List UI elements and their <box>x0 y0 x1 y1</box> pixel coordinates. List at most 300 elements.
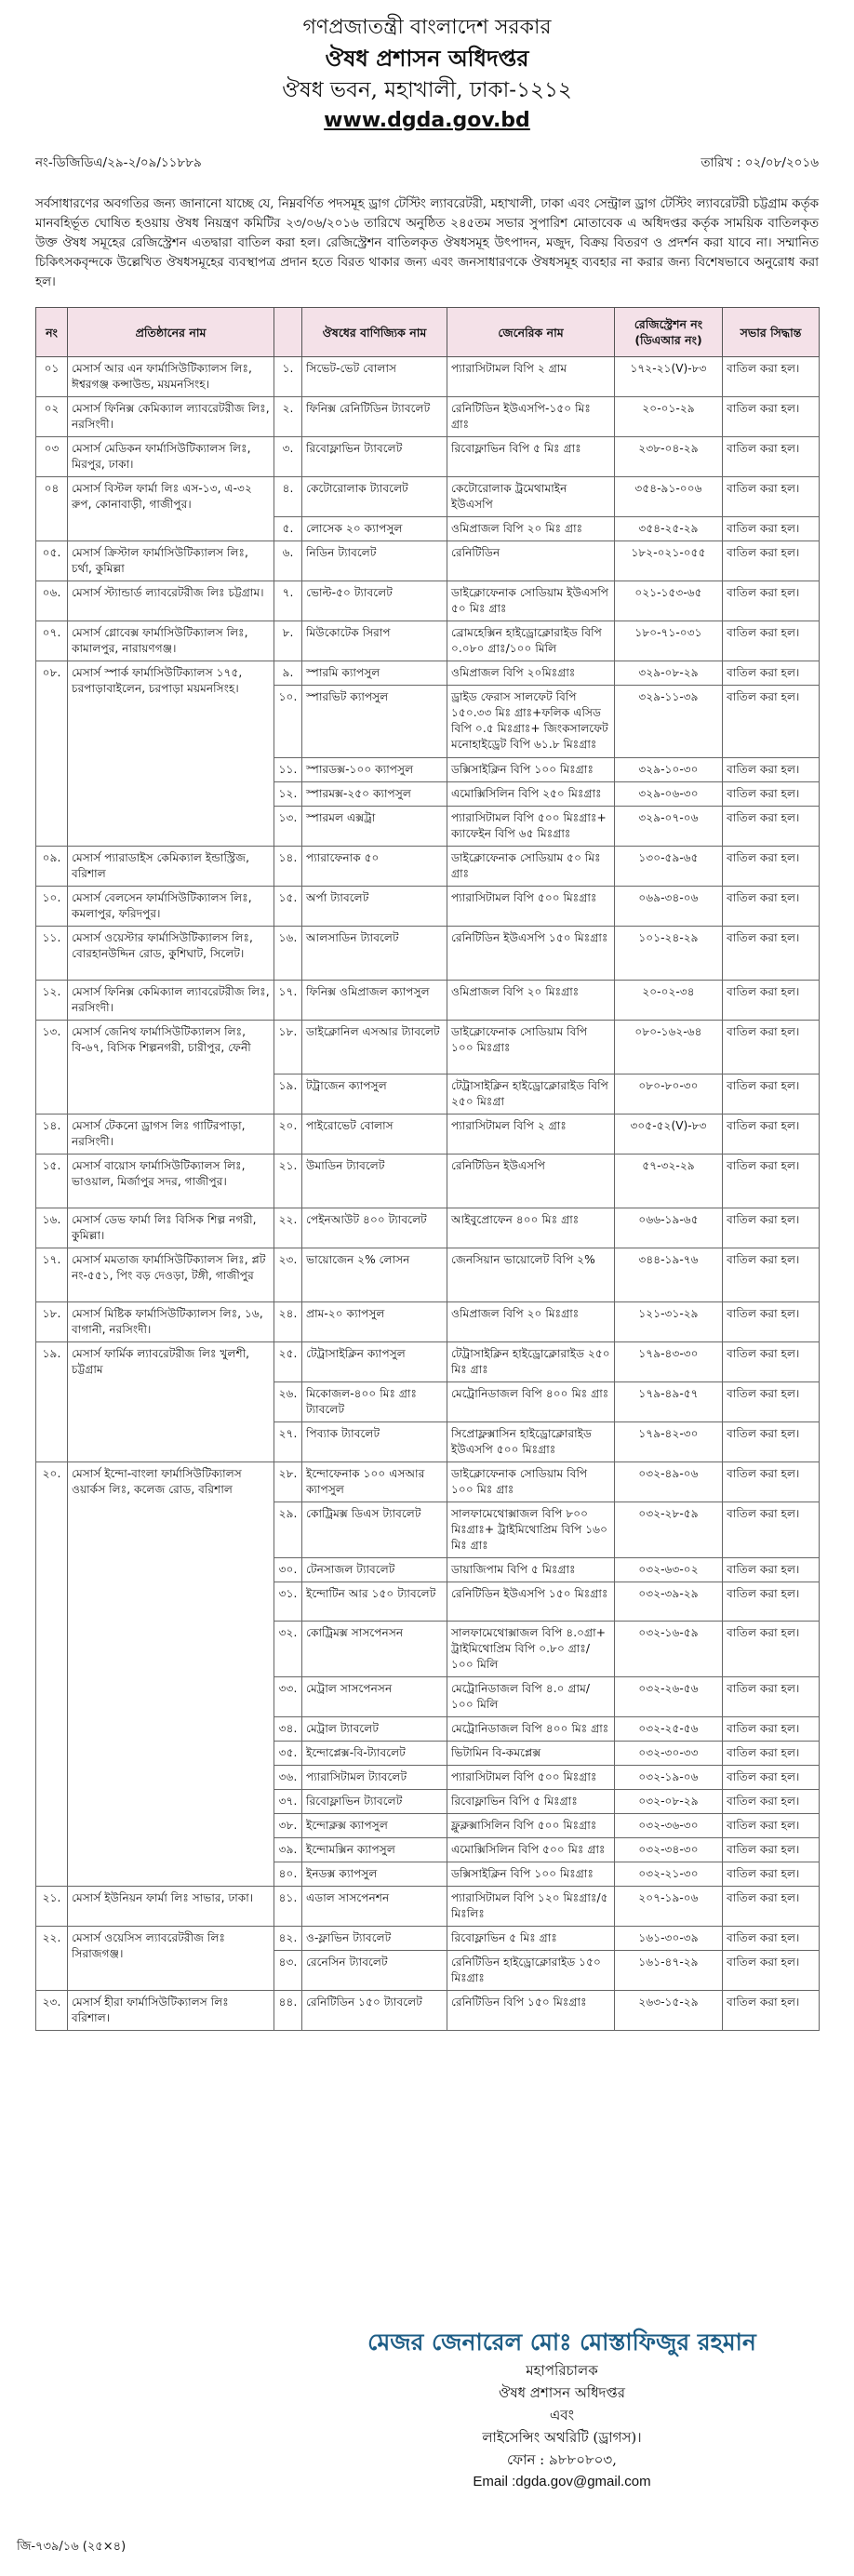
signatory-and: এবং <box>549 2407 575 2423</box>
serial-cell: ১০. <box>36 887 68 927</box>
decision-cell: বাতিল করা হল। <box>723 541 820 581</box>
brand-name-cell: সিভেট-ভেট বোলাস <box>302 357 447 397</box>
registration-cell: ১০১-২৪-২৯ <box>615 927 723 981</box>
registration-cell: ২৬৩-১৫-২৯ <box>615 1991 723 2031</box>
brand-name-cell: মেট্রাল সাসপেনসন <box>302 1677 447 1717</box>
item-number-cell: ২৮. <box>274 1462 302 1502</box>
registration-cell: ৩২৯-১০-৩০ <box>615 758 723 782</box>
serial-cell: ২১. <box>36 1887 68 1927</box>
item-number-cell: ১২. <box>274 782 302 807</box>
serial-cell: ১৯. <box>36 1342 68 1462</box>
col-header-registration: রেজিস্ট্রেশন নং (ডিএআর নং) <box>615 308 723 357</box>
item-number-cell: ১৯. <box>274 1074 302 1114</box>
item-number-cell: ২৫. <box>274 1342 302 1382</box>
serial-cell: ১১. <box>36 927 68 981</box>
brand-name-cell: নিডিন ট্যাবলেট <box>302 541 447 581</box>
decision-cell: বাতিল করা হল। <box>723 887 820 927</box>
table-row <box>36 437 820 477</box>
item-number-cell: ২১. <box>274 1155 302 1208</box>
brand-name-cell: কোট্রিমক্স সাসপেনসন <box>302 1622 447 1677</box>
generic-name-cell: ফ্লুক্লক্সাসিলিন বিপি ৫০০ মিঃগ্রাঃ <box>447 1814 615 1838</box>
serial-cell: ১৭. <box>36 1248 68 1302</box>
serial-cell: ১৩. <box>36 1021 68 1114</box>
table-row <box>36 1208 820 1248</box>
registration-cell: ০৩২-২৫-৫৬ <box>615 1717 723 1742</box>
brand-name-cell: ও-ফ্লাভিন ট্যাবলেট <box>302 1927 447 1951</box>
registration-cell: ১৮০-৭১-০৩১ <box>615 621 723 661</box>
decision-cell: বাতিল করা হল। <box>723 1208 820 1248</box>
item-number-cell: ১৬. <box>274 927 302 981</box>
col-header-generic: জেনেরিক নাম <box>447 308 615 357</box>
decision-cell: বাতিল করা হল। <box>723 621 820 661</box>
brand-name-cell: স্পারডক্স-১০০ ক্যাপসুল <box>302 758 447 782</box>
decision-cell: বাতিল করা হল। <box>723 1951 820 1991</box>
table-row <box>36 1114 820 1155</box>
col-header-item-no <box>274 308 302 357</box>
generic-name-cell: ডাইক্লোফেনাক সোডিয়াম ৫০ মিঃ গ্রাঃ <box>447 847 615 887</box>
company-cell: মেসার্স বেলসেন ফার্মাসিউটিক্যালস লিঃ, কমলাপুর, ফরিদপুর। <box>68 887 274 927</box>
serial-cell: ০২ <box>36 397 68 437</box>
brand-name-cell: রেনিটিডিন ১৫০ ট্যাবলেট <box>302 1991 447 2031</box>
item-number-cell: ৩৬. <box>274 1766 302 1790</box>
generic-name-cell: রেনিটিডিন ইউএসপি ১৫০ মিঃগ্রাঃ <box>447 927 615 981</box>
serial-cell: ১৬. <box>36 1208 68 1248</box>
decision-cell: বাতিল করা হল। <box>723 517 820 541</box>
table-row <box>36 541 820 581</box>
brand-name-cell: পিব্যাক ট্যাবলেট <box>302 1422 447 1462</box>
serial-cell: ২২. <box>36 1927 68 1991</box>
decision-cell: বাতিল করা হল। <box>723 581 820 621</box>
company-cell: মেসার্স গ্লোবেক্স ফার্মাসিউটিক্যালস লিঃ, কামালপুর, নারায়ণগঞ্জ। <box>68 621 274 661</box>
registration-cell: ৫৭-৩২-২৯ <box>615 1155 723 1208</box>
item-number-cell: ১. <box>274 357 302 397</box>
registration-cell: ০৩২-১৬-৫৯ <box>615 1622 723 1677</box>
col-header-company: প্রতিষ্ঠানের নাম <box>68 308 274 357</box>
decision-cell: বাতিল করা হল। <box>723 1838 820 1862</box>
item-number-cell: ৪৪. <box>274 1991 302 2031</box>
col-header-serial: নং <box>36 308 68 357</box>
registration-cell: ০৬৬-১৯-৬৫ <box>615 1208 723 1248</box>
item-number-cell: ২৪. <box>274 1302 302 1342</box>
registration-cell: ১৭২-২১(V)-৮৩ <box>615 357 723 397</box>
company-cell: মেসার্স প্যারাডাইস কেমিক্যাল ইন্ডাস্ট্রিজ, বরিশাল <box>68 847 274 887</box>
decision-cell: বাতিল করা হল। <box>723 1155 820 1208</box>
decision-cell: বাতিল করা হল। <box>723 1382 820 1422</box>
item-number-cell: ৩৮. <box>274 1814 302 1838</box>
generic-name-cell: এমোক্সিসিলিন বিপি ৫০০ মিঃ গ্রাঃ <box>447 1838 615 1862</box>
registration-cell: ১৭৯-৪২-৩০ <box>615 1422 723 1462</box>
registration-cell: ২০৭-১৯-০৬ <box>615 1887 723 1927</box>
brand-name-cell: রিবোফ্লাভিন ট্যাবলেট <box>302 1790 447 1814</box>
table-body <box>36 357 820 2031</box>
brand-name-cell: টট্রাজেন ক্যাপসুল <box>302 1074 447 1114</box>
item-number-cell: ২৯. <box>274 1502 302 1558</box>
company-cell: মেসার্স মেডিকন ফার্মাসিউটিক্যালস লিঃ, মিরপুর, ঢাকা। <box>68 437 274 477</box>
registration-cell: ৩৫৪-২৫-২৯ <box>615 517 723 541</box>
item-number-cell: ৮. <box>274 621 302 661</box>
decision-cell: বাতিল করা হল। <box>723 661 820 686</box>
decision-cell: বাতিল করা হল। <box>723 437 820 477</box>
decision-cell: বাতিল করা হল। <box>723 1114 820 1155</box>
decision-cell: বাতিল করা হল। <box>723 1991 820 2031</box>
generic-name-cell: প্যারাসিটামল বিপি ১২০ মিঃগ্রাঃ/৫ মিঃলিঃ <box>447 1887 615 1927</box>
generic-name-cell: সিপ্রোফ্লক্সাসিন হাইড্রোক্লোরাইড ইউএসপি ৫০০ মিঃগ্রাঃ <box>447 1422 615 1462</box>
generic-name-cell: কেটোরোলাক ট্রমেথামাইন ইউএসপি <box>447 477 615 517</box>
brand-name-cell: ইন্দোক্লক্স ক্যাপসুল <box>302 1814 447 1838</box>
item-number-cell: ২. <box>274 397 302 437</box>
registration-cell: ১৭৯-৪৩-৩০ <box>615 1342 723 1382</box>
serial-cell: ১২. <box>36 981 68 1021</box>
decision-cell: বাতিল করা হল। <box>723 397 820 437</box>
item-number-cell: ২৩. <box>274 1248 302 1302</box>
item-number-cell: ৪০. <box>274 1862 302 1887</box>
memo-date: তারিখ : ০২/০৮/২০১৬ <box>701 155 819 170</box>
decision-cell: বাতিল করা হল। <box>723 1302 820 1342</box>
brand-name-cell: প্যারাফেনাক ৫০ <box>302 847 447 887</box>
generic-name-cell: ওমিপ্রাজল বিপি ২০মিঃগ্রাঃ <box>447 661 615 686</box>
decision-cell: বাতিল করা হল। <box>723 807 820 847</box>
decision-cell: বাতিল করা হল। <box>723 847 820 887</box>
decision-cell: বাতিল করা হল। <box>723 1622 820 1677</box>
table-row <box>36 1155 820 1208</box>
generic-name-cell: প্যারাসিটামল বিপি ৫০০ মিঃগ্রাঃ+ ক্যাফেইন বিপি ৬৫ মিঃগ্রাঃ <box>447 807 615 847</box>
table-row <box>36 661 820 686</box>
table-row <box>36 1887 820 1927</box>
company-cell: মেসার্স ইউনিয়ন ফার্মা লিঃ সাভার, ঢাকা। <box>68 1887 274 1927</box>
registration-cell: ০২১-১৫৩-৬৫ <box>615 581 723 621</box>
decision-cell: বাতিল করা হল। <box>723 1814 820 1838</box>
item-number-cell: ৫. <box>274 517 302 541</box>
generic-name-cell: ডক্সিসাইক্লিন বিপি ১০০ মিঃগ্রাঃ <box>447 758 615 782</box>
generic-name-cell: রেনিটিডিন ইউএসপি-১৫০ মিঃ গ্রাঃ <box>447 397 615 437</box>
serial-cell: ১৮. <box>36 1302 68 1342</box>
registration-cell: ৩২৯-১১-৩৯ <box>615 686 723 758</box>
company-cell: মেসার্স বিস্টল ফার্মা লিঃ এস-১৩, এ-৩২ রুপ, কোনাবাড়ী, গাজীপুর। <box>68 477 274 541</box>
company-cell: মেসার্স ইন্দো-বাংলা ফার্মাসিউটিক্যালস ওয়ার্কস লিঃ, কলেজ রোড, বরিশাল <box>68 1462 274 1887</box>
generic-name-cell: রিবোফ্লাভিন ৫ মিঃ গ্রাঃ <box>447 1927 615 1951</box>
generic-name-cell: প্যারাসিটামল বিপি ২ গ্রাঃ <box>447 1114 615 1155</box>
table-row <box>36 581 820 621</box>
brand-name-cell: ডাইক্লোনিল এসআর ট্যাবলেট <box>302 1021 447 1074</box>
generic-name-cell: টেট্রাসাইক্লিন হাইড্রোক্লোরাইড ২৫০ মিঃ গ্রাঃ <box>447 1342 615 1382</box>
generic-name-cell: রিবোফ্লাভিন বিপি ৫ মিঃগ্রাঃ <box>447 1790 615 1814</box>
brand-name-cell: ইন্দোমক্সিন ক্যাপসুল <box>302 1838 447 1862</box>
generic-name-cell: রিবোফ্লাভিন বিপি ৫ মিঃ গ্রাঃ <box>447 437 615 477</box>
registration-cell: ১৮২-০২১-০৫৫ <box>615 541 723 581</box>
generic-name-cell: ডাইক্লোফেনাক সোডিয়াম বিপি ১০০ মিঃগ্রাঃ <box>447 1021 615 1074</box>
item-number-cell: ৩৭. <box>274 1790 302 1814</box>
registration-cell: ৩৪৪-১৯-৭৬ <box>615 1248 723 1302</box>
generic-name-cell: জেনসিয়ান ভায়োলেট বিপি ২% <box>447 1248 615 1302</box>
brand-name-cell: স্পারমক্স-২৫০ ক্যাপসুল <box>302 782 447 807</box>
item-number-cell: ৪১. <box>274 1887 302 1927</box>
registration-cell: ৩২৯-০৮-২৯ <box>615 661 723 686</box>
company-cell: মেসার্স ফার্মিক ল্যাবরেটরীজ লিঃ খুলশী, চট্টগ্রাম <box>68 1342 274 1462</box>
generic-name-cell: ভিটামিন বি-কমপ্লেক্স <box>447 1742 615 1766</box>
decision-cell: বাতিল করা হল। <box>723 1790 820 1814</box>
generic-name-cell: মেট্রোনিডাজল বিপি ৪০০ মিঃ গ্রাঃ <box>447 1382 615 1422</box>
department-name: ঔষধ প্রশাসন অধিদপ্তর <box>325 45 529 72</box>
registration-cell: ০৩২-২১-৩০ <box>615 1862 723 1887</box>
generic-name-cell: সালফামেথোক্সাজল বিপি ৪.০গ্রা+ ট্রাইমিথোপ্রিম বিপি ০.৮০ গ্রাঃ/১০০ মিলি <box>447 1622 615 1677</box>
company-cell: মেসার্স জেনিথ ফার্মাসিউটিক্যালস লিঃ, বি-৬৭, বিসিক শিল্পনগরী, চারীপুর, ফেনী <box>68 1021 274 1114</box>
serial-cell: ০৭. <box>36 621 68 661</box>
item-number-cell: ৭. <box>274 581 302 621</box>
generic-name-cell: প্যারাসিটামল বিপি ৫০০ মিঃগ্রাঃ <box>447 1766 615 1790</box>
registration-cell: ৩৫৪-৯১-০০৬ <box>615 477 723 517</box>
brand-name-cell: স্পারমল এক্সট্রা <box>302 807 447 847</box>
brand-name-cell: উমাডিন ট্যাবলেট <box>302 1155 447 1208</box>
item-number-cell: ২০. <box>274 1114 302 1155</box>
item-number-cell: ১০. <box>274 686 302 758</box>
generic-name-cell: মেট্রোনিডাজল বিপি ৪০০ মিঃ গ্রাঃ <box>447 1717 615 1742</box>
table-row <box>36 621 820 661</box>
brand-name-cell: কোট্রিমক্স ডিএস ট্যাবলেট <box>302 1502 447 1558</box>
table-row <box>36 397 820 437</box>
decision-cell: বাতিল করা হল। <box>723 357 820 397</box>
brand-name-cell: মেট্রাল ট্যাবলেট <box>302 1717 447 1742</box>
government-name: গণপ্রজাতন্ত্রী বাংলাদেশ সরকার <box>302 16 552 39</box>
signature-block <box>301 2326 822 2493</box>
serial-cell: ০৪ <box>36 477 68 541</box>
company-cell: মেসার্স মমতাজ ফার্মাসিউটিক্যালস লিঃ, প্লট নং-৫৫১, পিং বড় দেওড়া, টঙ্গী, গাজীপুর <box>68 1248 274 1302</box>
decision-cell: বাতিল করা হল। <box>723 686 820 758</box>
registration-cell: ১৩০-৫৯-৬৫ <box>615 847 723 887</box>
item-number-cell: ১৫. <box>274 887 302 927</box>
generic-name-cell: রেনিটিডিন হাইড্রোক্লোরাইড ১৫০ মিঃগ্রাঃ <box>447 1951 615 1991</box>
memo-row <box>35 153 819 174</box>
brand-name-cell: ইন্দোফেনাক ১০০ এসআর ক্যাপসুল <box>302 1462 447 1502</box>
brand-name-cell: অর্পা ট্যাবলেট <box>302 887 447 927</box>
generic-name-cell: ডায়াজিপাম বিপি ৫ মিঃগ্রাঃ <box>447 1558 615 1582</box>
registration-cell: ০৩২-০৮-২৯ <box>615 1790 723 1814</box>
decision-cell: বাতিল করা হল। <box>723 1717 820 1742</box>
serial-cell: ১৪. <box>36 1114 68 1155</box>
generic-name-cell: ওমিপ্রাজল বিপি ২০ মিঃগ্রাঃ <box>447 981 615 1021</box>
company-cell: মেসার্স টেকনো ড্রাগস লিঃ গাটিরপাড়া, নরসিংদী। <box>68 1114 274 1155</box>
brand-name-cell: ফিনিক্স রেনিটিডিন ট্যাবলেট <box>302 397 447 437</box>
decision-cell: বাতিল করা হল। <box>723 1342 820 1382</box>
brand-name-cell: রিবোফ্লাভিন ট্যাবলেট <box>302 437 447 477</box>
table-row <box>36 1927 820 1951</box>
decision-cell: বাতিল করা হল। <box>723 1887 820 1927</box>
company-cell: মেসার্স ওয়েস্টার ফার্মাসিউটিক্যালস লিঃ, বোরহানউদ্দিন রোড, কুশিঘাট, সিলেট। <box>68 927 274 981</box>
registration-cell: ২০-০১-২৯ <box>615 397 723 437</box>
generic-name-cell: ডাইক্লোফেনাক সোডিয়াম বিপি ১০০ মিঃ গ্রাঃ <box>447 1462 615 1502</box>
registration-cell: ০৩২-২৮-৫৯ <box>615 1502 723 1558</box>
decision-cell: বাতিল করা হল। <box>723 1248 820 1302</box>
brand-name-cell: ইন্দোপ্লেক্স-বি-ট্যাবলেট <box>302 1742 447 1766</box>
brand-name-cell: ভোল্ট-৫০ ট্যাবলেট <box>302 581 447 621</box>
company-cell: মেসার্স ফিনিক্স কেমিক্যাল ল্যাবরেটরীজ লিঃ, নরসিংদী। <box>68 981 274 1021</box>
decision-cell: বাতিল করা হল। <box>723 782 820 807</box>
decision-cell: বাতিল করা হল। <box>723 1502 820 1558</box>
item-number-cell: ১৪. <box>274 847 302 887</box>
brand-name-cell: টেট্রাসাইক্লিন ক্যাপসুল <box>302 1342 447 1382</box>
item-number-cell: ২২. <box>274 1208 302 1248</box>
generic-name-cell: ওমিপ্রাজল বিপি ২০ মিঃগ্রাঃ <box>447 1302 615 1342</box>
brand-name-cell: লোসেক ২০ ক্যাপসুল <box>302 517 447 541</box>
brand-name-cell: ফিনিক্স ওমিপ্রাজল ক্যাপসুল <box>302 981 447 1021</box>
registration-cell: ০৩২-৩৪-৩০ <box>615 1838 723 1862</box>
registration-cell: ০৩২-৩৯-২৯ <box>615 1582 723 1622</box>
serial-cell: ০১ <box>36 357 68 397</box>
decision-cell: বাতিল করা হল। <box>723 1558 820 1582</box>
brand-name-cell: কেটোরোলাক ট্যাবলেট <box>302 477 447 517</box>
generic-name-cell: রেনিটিডিন বিপি ১৫০ মিঃগ্রাঃ <box>447 1991 615 2031</box>
company-cell: মেসার্স হীরা ফার্মাসিউটিক্যালস লিঃ বরিশাল। <box>68 1991 274 2031</box>
brand-name-cell: মিকোজল-৪০০ মিঃ গ্রাঃ ট্যাবলেট <box>302 1382 447 1422</box>
generic-name-cell: ব্রোমহেক্সিন হাইড্রোক্লোরাইড বিপি ০.০৮০ গ্রাঃ/১০০ মিলি <box>447 621 615 661</box>
serial-cell: ২০. <box>36 1462 68 1887</box>
table-row <box>36 1021 820 1074</box>
registration-cell: ২০-০২-৩৪ <box>615 981 723 1021</box>
table-row <box>36 1991 820 2031</box>
registration-cell: ৩২৯-০৭-০৬ <box>615 807 723 847</box>
department-address: ঔষধ ভবন, মহাখালী, ঢাকা-১২১২ <box>282 78 572 102</box>
company-cell: মেসার্স ক্রিস্টাল ফার্মাসিউটিক্যালস লিঃ, চর্থা, কুমিল্লা <box>68 541 274 581</box>
serial-cell: ০৫. <box>36 541 68 581</box>
item-number-cell: ১১. <box>274 758 302 782</box>
decision-cell: বাতিল করা হল। <box>723 1074 820 1114</box>
table-row <box>36 477 820 517</box>
brand-name-cell: এডাল সাসপেনশন <box>302 1887 447 1927</box>
serial-cell: ০৯. <box>36 847 68 887</box>
generic-name-cell: টেট্রাসাইক্লিন হাইড্রোক্লোরাইড বিপি ২৫০ মিঃগ্রা <box>447 1074 615 1114</box>
decision-cell: বাতিল করা হল। <box>723 1422 820 1462</box>
cancelled-medicines-table <box>35 307 820 2031</box>
item-number-cell: ৯. <box>274 661 302 686</box>
registration-cell: ০৩২-৬৩-০২ <box>615 1558 723 1582</box>
decision-cell: বাতিল করা হল। <box>723 1677 820 1717</box>
decision-cell: বাতিল করা হল। <box>723 1021 820 1074</box>
registration-cell: ০৩২-৩০-৩৩ <box>615 1742 723 1766</box>
decision-cell: বাতিল করা হল। <box>723 981 820 1021</box>
registration-cell: ১৬১-৪৭-২৯ <box>615 1951 723 1991</box>
registration-cell: ২৩৮-০৪-২৯ <box>615 437 723 477</box>
serial-cell: ০৩ <box>36 437 68 477</box>
signatory-department: ঔষধ প্রশাসন অধিদপ্তর <box>499 2384 625 2401</box>
brand-name-cell: স্পারভিট ক্যাপসুল <box>302 686 447 758</box>
brand-name-cell: ইন্দোটিন আর ১৫০ ট্যাবলেট <box>302 1582 447 1622</box>
item-number-cell: ৪২. <box>274 1927 302 1951</box>
registration-cell: ১২১-৩১-২৯ <box>615 1302 723 1342</box>
registration-cell: ১৭৯-৪৯-৫৭ <box>615 1382 723 1422</box>
signatory-phone: ফোন : ৯৮৮০৮০৩, <box>507 2451 617 2468</box>
col-header-decision: সভার সিদ্ধান্ত <box>723 308 820 357</box>
item-number-cell: ১৭. <box>274 981 302 1021</box>
item-number-cell: ২৭. <box>274 1422 302 1462</box>
generic-name-cell: রেনিটিডিন ইউএসপি ১৫০ মিঃগ্রাঃ <box>447 1582 615 1622</box>
item-number-cell: ২৬. <box>274 1382 302 1422</box>
company-cell: মেসার্স ডেভ ফার্মা লিঃ বিসিক শিল্প নগরী, কুমিল্লা। <box>68 1208 274 1248</box>
brand-name-cell: পাইরোভেট বোলাস <box>302 1114 447 1155</box>
decision-cell: বাতিল করা হল। <box>723 1862 820 1887</box>
letterhead <box>35 0 819 136</box>
table-row <box>36 887 820 927</box>
registration-cell: ৩২৯-০৬-৩০ <box>615 782 723 807</box>
brand-name-cell: রেনেসিন ট্যাবলেট <box>302 1951 447 1991</box>
signatory-name: মেজর জেনারেল মোঃ মোস্তাফিজুর রহমান <box>367 2329 756 2356</box>
serial-cell: ০৮. <box>36 661 68 847</box>
item-number-cell: ১৮. <box>274 1021 302 1074</box>
item-number-cell: ৩২. <box>274 1622 302 1677</box>
brand-name-cell: মিউকোটেক সিরাপ <box>302 621 447 661</box>
generic-name-cell: প্যারাসিটামল বিপি ৫০০ মিঃগ্রাঃ <box>447 887 615 927</box>
brand-name-cell: টেনসাজল ট্যাবলেট <box>302 1558 447 1582</box>
generic-name-cell: সালফামেথোক্সাজল বিপি ৮০০ মিঃগ্রাঃ+ ট্রাইমিথোপ্রিম বিপি ১৬০ মিঃ গ্রাঃ <box>447 1502 615 1558</box>
item-number-cell: ৪. <box>274 477 302 517</box>
col-header-brand: ঔষধের বাণিজ্যিক নাম <box>302 308 447 357</box>
registration-cell: ০৬৯-৩৪-০৬ <box>615 887 723 927</box>
brand-name-cell: স্পারমি ক্যাপসুল <box>302 661 447 686</box>
registration-cell: ১৬১-৩০-৩৯ <box>615 1927 723 1951</box>
website-link[interactable]: www.dgda.gov.bd <box>324 109 530 132</box>
generic-name-cell: প্যারাসিটামল বিপি ২ গ্রাম <box>447 357 615 397</box>
item-number-cell: ৪৩. <box>274 1951 302 1991</box>
table-row <box>36 1462 820 1502</box>
registration-cell: ০৩২-১৯-০৬ <box>615 1766 723 1790</box>
generic-name-cell: রেনিটিডিন ইউএসপি <box>447 1155 615 1208</box>
table-row <box>36 847 820 887</box>
registration-cell: ০৮০-১৬২-৬৪ <box>615 1021 723 1074</box>
item-number-cell: ৩৯. <box>274 1838 302 1862</box>
generic-name-cell: আইবুপ্রোফেন ৪০০ মিঃ গ্রাঃ <box>447 1208 615 1248</box>
decision-cell: বাতিল করা হল। <box>723 1766 820 1790</box>
brand-name-cell: প্যারাসিটামল ট্যাবলেট <box>302 1766 447 1790</box>
brand-name-cell: আলসাডিন ট্যাবলেট <box>302 927 447 981</box>
company-cell: মেসার্স আর এন ফার্মাসিউটিক্যালস লিঃ, ঈশ্বরগঞ্জ কন্সাউন্ড, ময়মনসিংহ। <box>68 357 274 397</box>
brand-name-cell: ইনডক্স ক্যাপসুল <box>302 1862 447 1887</box>
table-row <box>36 1248 820 1302</box>
company-cell: মেসার্স মিষ্টিক ফার্মাসিউটিক্যালস লিঃ, ১৬, বাগানী, নরসিংদী। <box>68 1302 274 1342</box>
decision-cell: বাতিল করা হল। <box>723 1742 820 1766</box>
registration-cell: ০৩২-২৬-৫৬ <box>615 1677 723 1717</box>
table-header-row <box>36 308 820 357</box>
decision-cell: বাতিল করা হল। <box>723 758 820 782</box>
serial-cell: ১৫. <box>36 1155 68 1208</box>
serial-cell: ০৬. <box>36 581 68 621</box>
generic-name-cell: ড্রাইড ফেরাস সালফেট বিপি ১৫০.৩৩ মিঃ গ্রাঃ+ফলিক এসিড বিপি ০.৫ মিঃগ্রাঃ+ জিংকসালফেট মনোহাইড্রেট বিপি ৬১.৮ মিঃগ্রাঃ <box>447 686 615 758</box>
memo-number: নং-ডিজিডিএ/২৯-২/০৯/১১৮৮৯ <box>35 155 202 170</box>
brand-name-cell: পেইনআউট ৪০০ ট্যাবলেট <box>302 1208 447 1248</box>
company-cell: মেসার্স ফিনিক্স কেমিক্যাল ল্যাবরেটরীজ লিঃ, নরসিংদী। <box>68 397 274 437</box>
brand-name-cell: ভায়োজেন ২% লোসন <box>302 1248 447 1302</box>
decision-cell: বাতিল করা হল। <box>723 477 820 517</box>
item-number-cell: ১৩. <box>274 807 302 847</box>
decision-cell: বাতিল করা হল। <box>723 1927 820 1951</box>
print-code: জি-৭৩৯/১৬ (২৫×৪) <box>17 2540 127 2554</box>
table-row <box>36 1342 820 1382</box>
item-number-cell: ৩৫. <box>274 1742 302 1766</box>
item-number-cell: ৩০. <box>274 1558 302 1582</box>
registration-cell: ০৩২-৪৯-০৬ <box>615 1462 723 1502</box>
registration-cell: ০৩২-৩৬-৩০ <box>615 1814 723 1838</box>
item-number-cell: ৩১. <box>274 1582 302 1622</box>
item-number-cell: ৩৩. <box>274 1677 302 1717</box>
serial-cell: ২৩. <box>36 1991 68 2031</box>
brand-name-cell: প্রাম-২০ ক্যাপসুল <box>302 1302 447 1342</box>
decision-cell: বাতিল করা হল। <box>723 1462 820 1502</box>
generic-name-cell: ডক্সিসাইক্লিন বিপি ১০০ মিঃগ্রাঃ <box>447 1862 615 1887</box>
table-row <box>36 1302 820 1342</box>
table-row <box>36 981 820 1021</box>
company-cell: মেসার্স স্ট্যান্ডার্ড ল্যাবরেটরীজ লিঃ চট্টগ্রাম। <box>68 581 274 621</box>
registration-cell: ৩০৫-৫২(V)-৮৩ <box>615 1114 723 1155</box>
signatory-email[interactable]: Email :dgda.gov@gmail.com <box>473 2474 651 2489</box>
signatory-title: মহাপরিচালক <box>526 2362 598 2379</box>
company-cell: মেসার্স ওয়েসিস ল্যাবরেটরীজ লিঃ সিরাজগঞ্জ। <box>68 1927 274 1991</box>
